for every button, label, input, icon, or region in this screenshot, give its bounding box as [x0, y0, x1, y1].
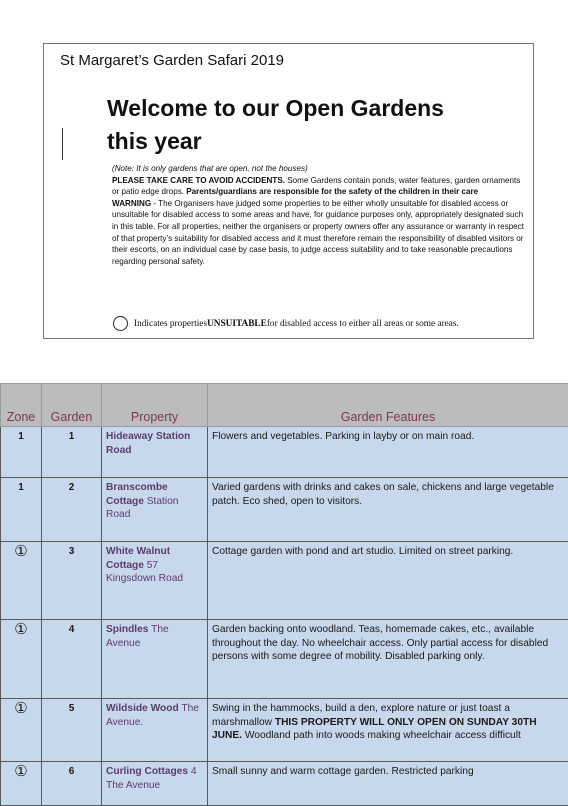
legend [113, 316, 459, 331]
garden-number: 3 [42, 542, 102, 620]
site-title: St Margaret’s Garden Safari 2019 [60, 52, 284, 69]
table-row [1, 699, 568, 762]
features-cell [208, 699, 568, 762]
welcome-line-1: Welcome to our Open Gardens [107, 92, 527, 125]
table-row [1, 427, 568, 478]
property-address: The Avenue [106, 624, 169, 649]
care-bold: PLEASE TAKE CARE TO AVOID ACCIDENTS. [112, 176, 285, 185]
note-line: (Note: It is only gardens that are open, not the houses) [112, 163, 526, 175]
property-address: Station Road [106, 496, 178, 521]
unsuitable-access-icon: ① [1, 542, 42, 620]
garden-number: 4 [42, 620, 102, 699]
property-cell [102, 478, 208, 542]
legend-pre: Indicates properties [134, 319, 207, 329]
garden-number: 1 [42, 427, 102, 478]
features-text: Varied gardens with drinks and cakes on sale, chickens and large vegetable patch. Eco shed, open to visitors. [212, 482, 554, 507]
features-text: Cottage garden with pond and art studio. Limited on street parking. [212, 546, 513, 557]
welcome-line-2: this year [107, 125, 527, 158]
features-text: Garden backing onto woodland. Teas, homemade cakes, etc., available throughout the day. No wheelchair access. Only partial access for disabled persons with some degree of mobility. Disabled parking only. [212, 624, 548, 662]
property-name: Hideaway Station Road [106, 431, 190, 456]
legend-bold: UNSUITABLE [207, 319, 267, 329]
table-row [1, 478, 568, 542]
header-zone: Zone [1, 384, 42, 427]
legend-post: for disabled access to either all areas or some areas. [267, 319, 459, 329]
care-bold-2: Parents/guardians are responsible for the safety of the children in their care [186, 187, 478, 196]
property-cell [102, 620, 208, 699]
features-cell [208, 542, 568, 620]
unsuitable-access-icon: ① [1, 762, 42, 806]
welcome-heading [107, 92, 527, 158]
features-text: Flowers and vegetables. Parking in layby or on main road. [212, 431, 474, 442]
care-paragraph [112, 175, 526, 198]
header-features: Garden Features [208, 384, 568, 427]
property-address: 57 Kingsdown Road [106, 560, 183, 585]
text-cursor [62, 128, 63, 160]
property-address: 4 The Avenue [106, 766, 197, 791]
property-name: Spindles [106, 624, 148, 635]
property-cell [102, 762, 208, 806]
features-text: Swing in the hammocks, build a den, explore nature or just toast a marshmallow [212, 703, 510, 728]
garden-number: 2 [42, 478, 102, 542]
garden-number: 6 [42, 762, 102, 806]
property-cell [102, 699, 208, 762]
header-property: Property [102, 384, 208, 427]
unsuitable-access-icon: ① [1, 699, 42, 762]
property-address: The Avenue. [106, 703, 199, 728]
property-cell [102, 427, 208, 478]
table-row [1, 620, 568, 699]
notice-box [43, 43, 534, 339]
warning-paragraph [112, 198, 526, 268]
zone-cell: 1 [1, 427, 42, 478]
property-name: Curling Cottages [106, 766, 188, 777]
property-name: Branscombe Cottage [106, 482, 168, 507]
table-row [1, 542, 568, 620]
property-name: Wildside Wood [106, 703, 179, 714]
warning-text: - The Organisers have judged some properties to be either wholly unsuitable for disabled access or unsuitable for disabled access to some areas and have, for guidance purposes only, appropriately designated such in this table. For all properties, neither the organisers or property owners offer any assurance or warranty in respect of that property’s suitability for disabled access and it must therefore remain the responsibility of disabled visitors or their escorts, on an individual case by case basis, to judge access suitability and to take reasonable precautions regarding personal safety. [112, 199, 524, 266]
features-cell [208, 478, 568, 542]
care-text: Some Gardens contain ponds, water features, garden ornaments or patio edge drops. [112, 176, 520, 197]
warning-bold: WARNING [112, 199, 151, 208]
zone-cell: 1 [1, 478, 42, 542]
features-after: Woodland path into woods making wheelchair access difficult [242, 730, 521, 741]
unsuitable-access-icon: ① [1, 620, 42, 699]
table-header-row [1, 384, 568, 427]
property-name: White Walnut Cottage [106, 546, 170, 571]
property-cell [102, 542, 208, 620]
features-text: Small sunny and warm cottage garden. Restricted parking [212, 766, 474, 777]
features-cell [208, 620, 568, 699]
table-row [1, 762, 568, 806]
header-garden: Garden [42, 384, 102, 427]
notice-text [112, 163, 526, 267]
features-cell [208, 762, 568, 806]
gardens-table [0, 383, 568, 806]
features-bold: THIS PROPERTY WILL ONLY OPEN ON SUNDAY 30TH JUNE. [212, 717, 537, 742]
circle-icon [113, 316, 128, 331]
garden-number: 5 [42, 699, 102, 762]
features-cell [208, 427, 568, 478]
